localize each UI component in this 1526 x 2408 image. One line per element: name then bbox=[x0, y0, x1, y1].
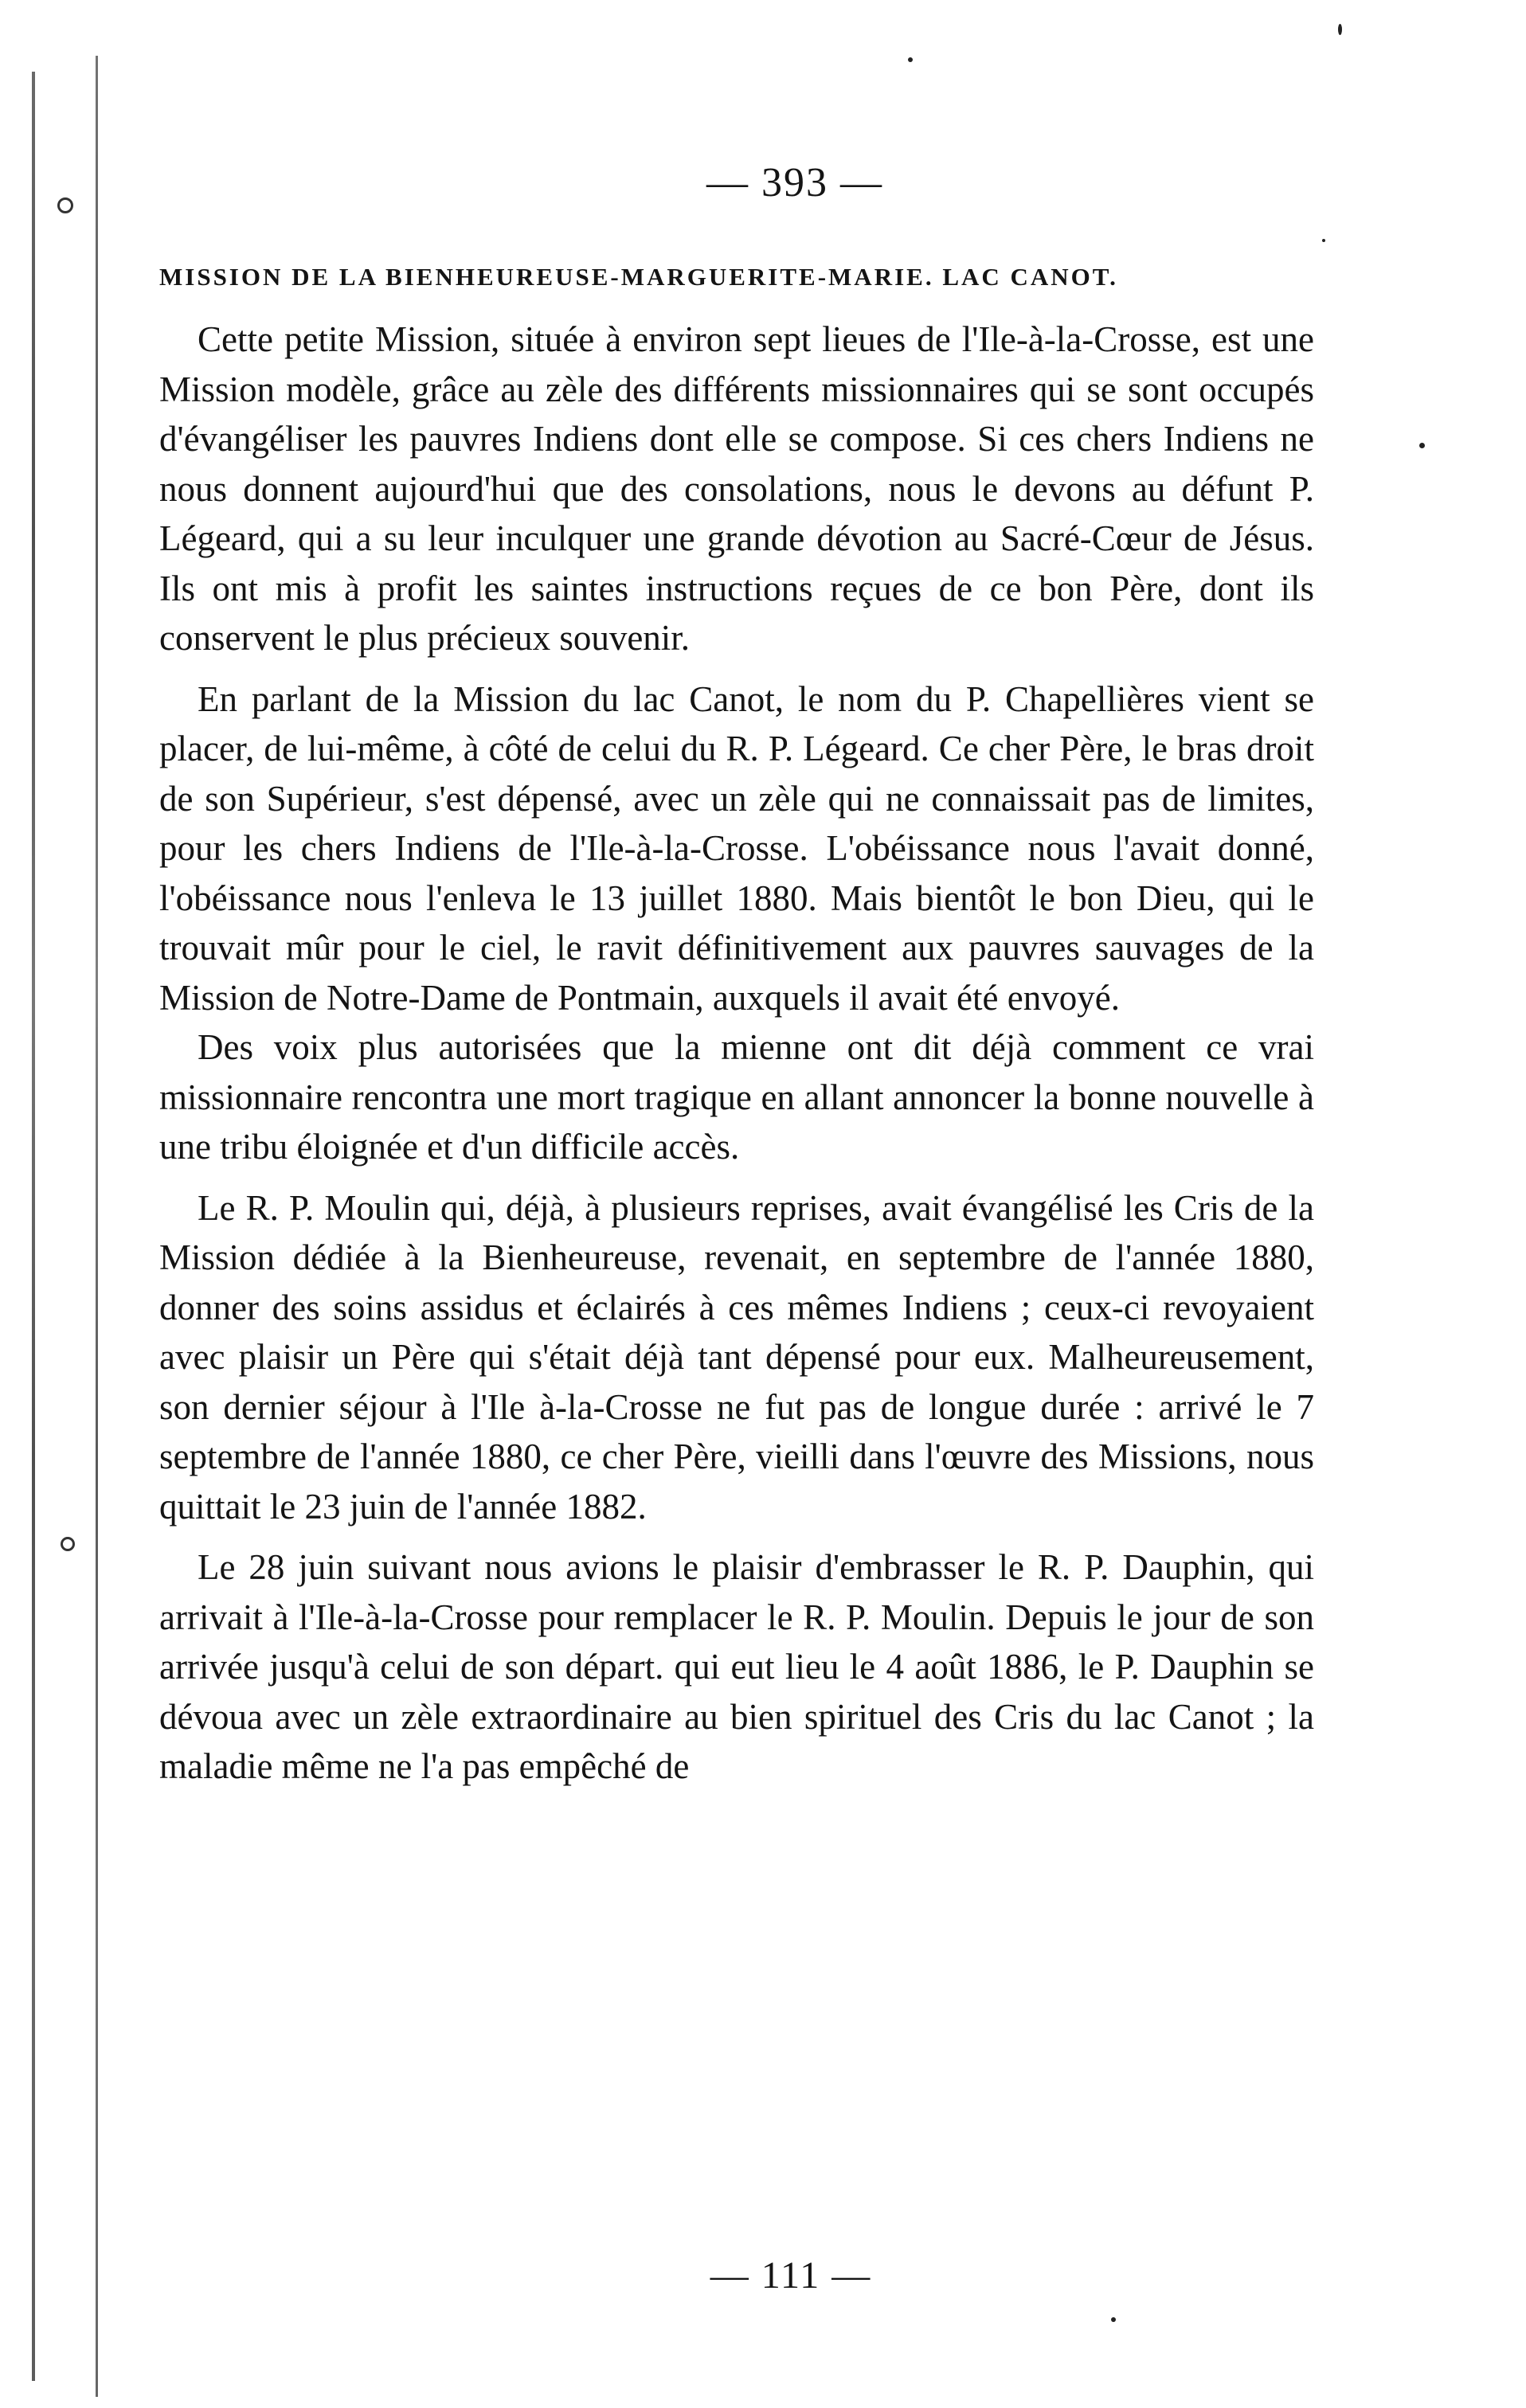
paragraph: Cette petite Mission, située à environ sept lieues de l'Ile-à-la-Crosse, est une Mission modèle, grâce au zèle des différents missionnaires qui se sont occupés d'évangéliser les pauvres Indiens dont elle se compose. Si ces chers Indiens ne nous donnent aujourd'hui que des consolations, nous le devons au défunt P. Légeard, qui a su leur inculquer une grande dévotion au Sacré-Cœur de Jésus. Ils ont mis à profit les saintes instructions reçues de ce bon Père, dont ils conservent le plus précieux souvenir. bbox=[159, 319, 1314, 658]
body-text bbox=[159, 315, 1314, 1792]
scan-speck bbox=[61, 1537, 75, 1551]
signature-mark: — 111 — bbox=[710, 2254, 872, 2297]
paragraph: Des voix plus autorisées que la mienne ont dit déjà comment ce vrai missionnaire rencontra une mort tragique en allant annoncer la bonne nouvelle à une tribu éloignée et d'un difficile accès. bbox=[159, 1027, 1314, 1167]
scan-speck bbox=[1111, 2317, 1116, 2322]
paragraph: Le 28 juin suivant nous avions le plaisir d'embrasser le R. P. Dauphin, qui arrivait à l'Ile-à-la-Crosse pour remplacer le R. P. Moulin. Depuis le jour de son arrivée jusqu'à celui de son départ. qui eut lieu le 4 août 1886, le P. Dauphin se dévoua avec un zèle extraordinaire au bien spirituel des Cris du lac Canot ; la maladie même ne l'a pas empêché de bbox=[159, 1547, 1314, 1786]
scan-speck bbox=[1322, 239, 1325, 242]
binding-edge-line-inner bbox=[96, 56, 98, 2397]
scan-speck bbox=[1338, 24, 1342, 35]
paragraph: En parlant de la Mission du lac Canot, le nom du P. Chapellières vient se placer, de lui-même, à côté de celui du R. P. Légeard. Ce cher Père, le bras droit de son Supérieur, s'est dépensé, avec un zèle qui ne connaissait pas de limites, pour les chers Indiens de l'Ile-à-la-Crosse. L'obéissance nous l'avait donné, l'obéissance nous l'enleva le 13 juillet 1880. Mais bientôt le bon Dieu, qui le trouvait mûr pour le ciel, le ravit définitivement aux pauvres sauvages de la Mission de Notre-Dame de Pontmain, auxquels il avait été envoyé. bbox=[159, 678, 1314, 1018]
paragraph: Le R. P. Moulin qui, déjà, à plusieurs reprises, avait évangélisé les Cris de la Mission dédiée à la Bienheureuse, revenait, en septembre de l'année 1880, donner des soins assidus et éclairés à ces mêmes Indiens ; ceux-ci revoyaient avec plaisir un Père qui s'était déjà tant dépensé pour eux. Malheureusement, son dernier séjour à l'Ile à-la-Crosse ne fut pas de longue durée : arrivé le 7 septembre de l'année 1880, ce cher Père, vieilli dans l'œuvre des Missions, nous quittait le 23 juin de l'année 1882. bbox=[159, 1187, 1314, 1526]
scan-speck bbox=[1419, 443, 1425, 448]
scan-speck bbox=[908, 57, 913, 62]
binding-edge-line bbox=[32, 72, 35, 2381]
section-title: MISSION DE LA BIENHEUREUSE-MARGUERITE-MARIE. LAC CANOT. bbox=[159, 263, 1118, 291]
page-number: — 393 — bbox=[706, 160, 883, 205]
